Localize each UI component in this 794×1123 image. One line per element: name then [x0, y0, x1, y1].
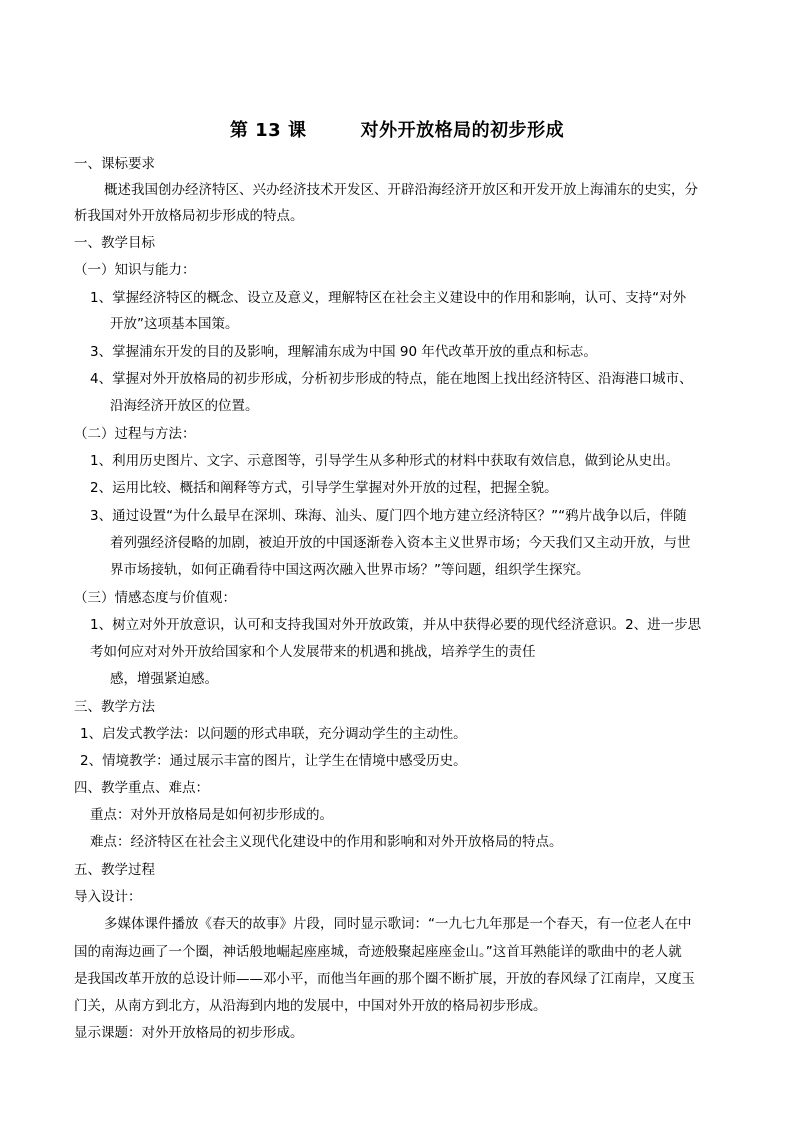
key-point-text: 重点：对外开放格局是如何初步形成的。	[90, 807, 333, 823]
subheading-attitude: （三）情感态度与价值观：	[74, 590, 236, 606]
intro-paragraph-line-3: 是我国改革开放的总设计师——邓小平，而他当年画的那个圈不断扩展，开放的春风绿了江南岸，又度玉	[74, 971, 695, 987]
curriculum-text-line-1: 概述我国创办经济特区、兴办经济技术开发区、开辟沿海经济开放区和开发开放上海浦东的史实，分	[104, 182, 698, 198]
subheading-knowledge: （一）知识与能力：	[74, 262, 196, 278]
attitude-item-1-cont: 考如何应对对外开放给国家和个人发展带来的机遇和挑战，培养学生的责任	[90, 644, 536, 660]
lesson-title: 第 13 课 对外开放格局的初步形成	[229, 120, 565, 141]
knowledge-item-1-cont: 开放”这项基本国策。	[110, 316, 239, 332]
curriculum-text-line-2: 析我国对外开放格局初步形成的特点。	[74, 208, 304, 224]
method-item-2: 2、情境教学：通过展示丰富的图片，让学生在情境中感受历史。	[80, 753, 467, 769]
section-heading-methods: 三、教学方法	[74, 699, 155, 715]
attitude-item-1: 1、树立对外开放意识，认可和支持我国对外开放政策，并从中获得必要的现代经济意识。2、进一步思	[90, 617, 702, 633]
method-item-1: 1、启发式教学法：以问题的形式串联，充分调动学生的主动性。	[80, 726, 467, 742]
process-item-3-cont-1: 着列强经济侵略的加剧，被迫开放的中国逐渐卷入资本主义世界市场；今天我们又主动开放，与世	[110, 535, 691, 551]
process-item-3-cont-2: 界市场接轨，如何正确看待中国这两次融入世界市场？”等问题，组织学生探究。	[110, 562, 590, 578]
section-heading-key-points: 四、教学重点、难点：	[74, 780, 209, 796]
process-item-1: 1、利用历史图片、文字、示意图等，引导学生从多种形式的材料中获取有效信息，做到论从史出。	[90, 453, 680, 469]
intro-paragraph-line-4: 门关，从南方到北方，从沿海到内地的发展中，中国对外开放的格局初步形成。	[74, 998, 547, 1014]
process-item-3: 3、通过设置“为什么最早在深圳、珠海、汕头、厦门四个地方建立经济特区？”“鸦片战争以后，伴随	[90, 508, 687, 524]
show-topic-line: 显示课题：对外开放格局的初步形成。	[74, 1025, 304, 1041]
intro-paragraph-line-1: 多媒体课件播放《春天的故事》片段，同时显示歌词：“一九七九年那是一个春天，有一位老人在中	[104, 916, 692, 932]
difficult-point-text: 难点：经济特区在社会主义现代化建设中的作用和影响和对外开放格局的特点。	[90, 834, 563, 850]
knowledge-item-4-cont: 沿海经济开放区的位置。	[110, 398, 259, 414]
section-heading-objectives: 一、教学目标	[74, 235, 155, 251]
section-heading-process: 五、教学过程	[74, 862, 155, 878]
process-item-2: 2、运用比较、概括和阐释等方式，引导学生掌握对外开放的过程，把握全貌。	[90, 480, 558, 496]
knowledge-item-4: 4、掌握对外开放格局的初步形成，分析初步形成的特点，能在地图上找出经济特区、沿海港口城市、	[90, 371, 693, 387]
knowledge-item-1: 1、掌握经济特区的概念、设立及意义，理解特区在社会主义建设中的作用和影响，认可、支持“对外	[90, 290, 687, 306]
attitude-item-1-cont-2: 感，增强紧迫感。	[110, 671, 218, 687]
subheading-process: （二）过程与方法：	[74, 426, 196, 442]
intro-design-label: 导入设计：	[74, 889, 142, 905]
section-heading-curriculum: 一、课标要求	[74, 156, 155, 172]
intro-paragraph-line-2: 国的南海边画了一个圈，神话般地崛起座座城，奇迹般聚起座座金山。”这首耳熟能详的歌曲中的老人就	[74, 944, 682, 960]
knowledge-item-3: 3、掌握浦东开发的目的及影响，理解浦东成为中国 90 年代改革开放的重点和标志。	[90, 344, 597, 360]
